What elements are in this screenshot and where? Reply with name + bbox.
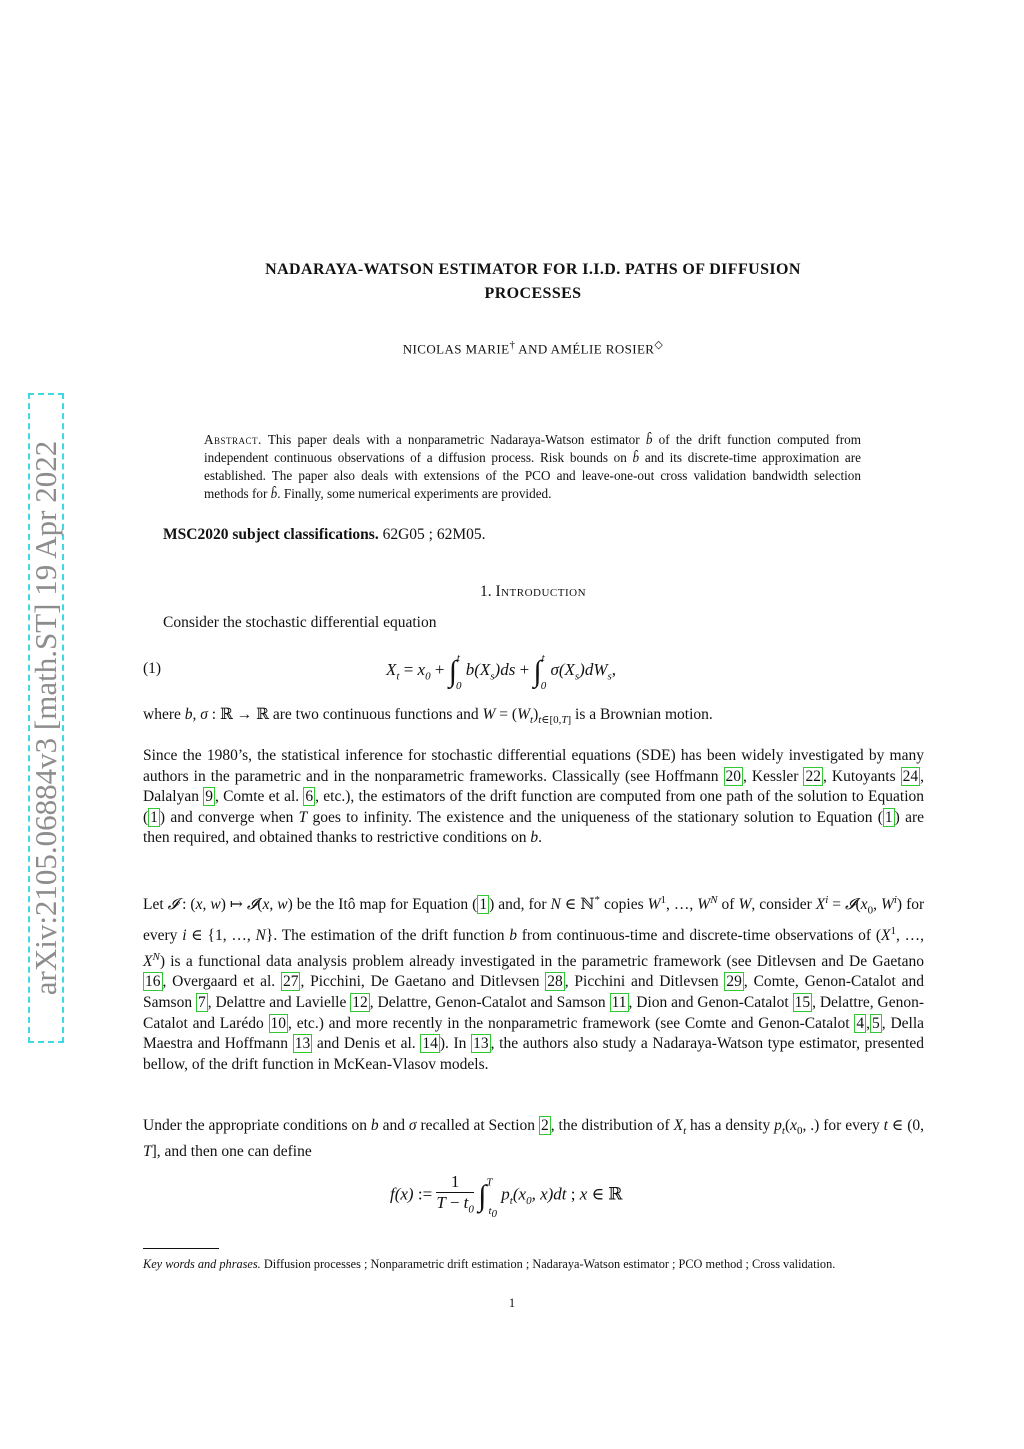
abstract-text-4: . Finally, some numerical experiments are provided. [277,486,552,501]
citation-13b[interactable]: 13 [473,1035,489,1053]
equation-1: $X_t = x_0 + \int^t_0$ $b(X_s)ds + \int^t_0$ $\sigma(X_s)dW_s$, [386,652,617,692]
citation-11[interactable]: 11 [611,993,627,1011]
page-number: 1 [508,1296,516,1310]
p4-p: , Delattre, Genon-Catalot and Samson [369,993,606,1011]
p4-j: is a functional data analysis problem already investigated in the parametric framework (see Ditlevsen and De Gaetano [170,952,924,970]
author-1-mark: † [509,339,516,351]
author-1: NICOLAS MARIE [402,341,510,357]
equation-ref-1c[interactable]: 1 [479,896,488,914]
citation-4[interactable]: 4 [856,1014,865,1032]
p4-u: and Denis et al. [316,1035,416,1053]
intro-paragraph-1: Consider the stochastic differential equation [163,614,437,631]
p3-b: , Kessler [743,767,799,785]
p4-h: . The estimation of the drift function [273,927,505,944]
citation-12[interactable]: 12 [352,993,368,1011]
citation-27[interactable]: 27 [282,973,299,991]
citation-7[interactable]: 7 [197,993,206,1011]
p4-r: , Delattre, Genon-Catalot and Larédo [143,993,924,1032]
p4-v: ). In [439,1035,467,1053]
p4-l: , Picchini, De Gaetano and Ditlevsen [300,973,540,991]
msc-codes: 62G05 ; 62M05. [382,526,486,543]
citation-22[interactable]: 22 [805,767,821,785]
p4-k: , Overgaard et al. [162,973,276,991]
abstract: Abstract. This paper deals with a nonparametric Nadaraya-Watson estimator b̂ of the drift function computed from independent continuous observations of a diffusion process. Risk bounds on b̂ and its discrete-time approximation are established. The paper also deals with extensions of the PCO and leave-one-out cross validation bandwidth selection methods for b̂. Finally, some numerical experiments are provided. [204,432,862,501]
footnote-rule [143,1248,219,1249]
citation-24[interactable]: 24 [902,767,919,785]
author-connector: AND [518,341,548,357]
author-2: AMÉLIE ROSIER [550,341,655,357]
section-number: 1. [479,583,492,600]
footnote [143,1256,924,1273]
intro-paragraph-3: Since the 1980’s, the statistical inference for stochastic differential equations (SDE) has been widely investigated by many authors in the parametric and in the nonparametric frameworks. Classically (see Hoffmann 20 , Kessler 22 , Kutoyants 24 , Dalalyan 9 , Comte et al. 6 , etc.), the estimators of the drift function are computed from one path of the solution to Equation ( 1 ) and converge when T goes to infinity. The existence and the uniqueness of the stationary solution to Equation ( 1 ) are then required, and obtained thanks to restrictive conditions on b. [143,747,925,847]
p3-i: are then required, and obtained thanks to restrictive conditions on [143,808,924,847]
citation-6[interactable]: 6 [305,788,314,806]
p4-w: , the authors also study a Nadaraya-Watson type estimator, presented bellow, of the drift function in McKean-Vlasov models. [143,1035,925,1073]
citation-16[interactable]: 16 [145,973,161,991]
p4-e: of [721,896,735,914]
intro-paragraph-2: where b, σ : ℝ → ℝ are two continuous functions and $W = (W_t)_{t\in[0,T]}$ is a Brownian motion. [143,706,713,727]
p4-d: copies [604,896,644,914]
equation-number: (1) [143,660,162,677]
section-title: Introduction [495,583,587,600]
equation-ref-1[interactable]: 1 [150,808,158,826]
citation-15[interactable]: 15 [794,993,811,1011]
p4-t: , Della Maestra and Hoffmann [143,1014,925,1053]
p4-s: , etc.) and more recently in the nonparametric framework (see Comte and Genon-Catalot [288,1014,850,1032]
footnote-text: Diffusion processes ; Nonparametric drift estimation ; Nadaraya-Watson estimator ; PCO method ; Cross validation. [263,1257,836,1271]
p4-q: , Dion and Genon-Catalot [628,993,789,1011]
p4-f: , consider [751,896,812,914]
p4-m: , Picchini and Ditlevsen [564,973,719,991]
citation-29[interactable]: 29 [726,973,742,991]
paper-title [150,258,916,306]
p3-f: , etc.), the estimators of the drift function are computed from one path of the solution to Equation [315,788,925,806]
intro-paragraph-5: Under the appropriate conditions on b and σ recalled at Section 2 , the distribution of $X_t$ has a density $p_t(x_0$, .) for every t ∈ (0, T], and then one can define [143,1117,925,1160]
section-heading [150,583,916,601]
p5-b: and [382,1117,405,1134]
p3-g: and converge when [170,808,294,826]
p3-c: , Kutoyants [822,767,896,785]
section-ref-2[interactable]: 2 [540,1117,549,1134]
abstract-text-2: of the drift function computed from independent continuous observations of a diffusion process. Risk bounds on [204,432,862,465]
abstract-text-1: This paper deals with a nonparametric Nadaraya-Watson estimator [267,432,640,447]
footnote-label: Key words and phrases. [143,1257,261,1271]
intro-paragraph-4: Let 𝓘 : (x, w) ↦ 𝓘(x, w) be the Itô map for Equation ( 1 ) and, for N ∈ ℕ* copies $W^1$, …, $W^N$ of W, consider $X^i$ = $𝓘(x_0$, $W^i$) for every i ∈ {1, …, N}. The estimation of the drift function b from continuous-time and discrete-time observations of ($X^1$, …, $X^N$) is a functional data analysis problem already investigated in the parametric framework (see Ditlevsen and De Gaetano 16 , Overgaard et al. 27 , Picchini, De Gaetano and Ditlevsen 28 , Picchini and Ditlevsen 29 , Comte, Genon-Catalot and Samson 7 , Delattre and Lavielle 12 , Delattre, Genon-Catalot and Samson 11 , Dion and Genon-Catalot 15 , Delattre, Genon-Catalot and Larédo 10 , etc.) and more recently in the nonparametric framework (see Comte and Genon-Catalot 4 , 5 , Della Maestra and Hoffmann 13 and Denis et al. 14 ). In 13 , the authors also study a Nadaraya-Watson type estimator, presented bellow, of the drift function in McKean-Vlasov models. [143,894,925,1073]
p3-a: Since the 1980’s, the statistical inference for stochastic differential equations (SDE) has been widely investigated by many authors in the parametric and in the nonparametric frameworks. Classically (see Hoffmann [143,747,924,785]
p5-e: has a density [690,1117,771,1134]
p4-b: be the Itô map for Equation [296,896,469,914]
citation-13[interactable]: 13 [294,1035,311,1053]
citation-5[interactable]: 5 [872,1014,880,1032]
citation-28[interactable]: 28 [547,973,563,991]
title-line-1: NADARAYA-WATSON ESTIMATOR FOR I.I.D. PATHS OF DIFFUSION [265,261,801,278]
p3-d: , Dalalyan [143,767,925,806]
p4-c: and, for [498,896,547,914]
equation-density: f(x) := $\frac{1}{T - t_0}$ ∫$^T_{t_0}$ $p_t(x_0$, x)dt ; x ∈ ℝ [390,1172,623,1220]
citation-10[interactable]: 10 [270,1014,287,1032]
author-line [150,338,916,357]
arxiv-stamp[interactable]: arXiv:2105.06884v3 [math.ST] 19 Apr 2022 [28,440,63,996]
p4-i: from continuous-time and discrete-time observations of [521,927,872,944]
author-2-mark: ◇ [654,339,664,351]
p4-o: , Delattre and Lavielle [207,993,347,1011]
p5-c: recalled at Section [420,1117,536,1134]
p4-g: for every [143,896,925,944]
p2-b: are two continuous functions and [272,706,479,723]
citation-20[interactable]: 20 [725,767,742,785]
p4-n: , Comte, Genon-Catalot and Samson [143,973,925,1011]
msc-classification [163,526,486,544]
p2-c: is a Brownian motion. [575,706,713,723]
msc-label: MSC2020 subject classifications. [163,526,379,543]
abstract-text-3: and its discrete-time approximation are established. The paper also deals with extensions of the PCO and leave-one-out cross validation bandwidth selection methods for [204,450,861,501]
p5-d: , the distribution of [550,1117,670,1134]
p2-a: where [143,706,181,723]
citation-9[interactable]: 9 [205,788,213,806]
abstract-label: Abstract. [204,432,262,447]
p5-g: , and then one can define [156,1142,312,1160]
title-line-2: PROCESSES [484,285,582,302]
p5-a: Under the appropriate conditions on [143,1117,367,1134]
p3-e: , Comte et al. [214,788,300,806]
p5-f: for every [823,1117,880,1134]
p3-h: goes to infinity. The existence and the uniqueness of the stationary solution to Equation [312,808,873,826]
citation-14[interactable]: 14 [422,1035,438,1053]
equation-ref-1b[interactable]: 1 [884,808,893,826]
p4-a: Let [143,896,164,914]
